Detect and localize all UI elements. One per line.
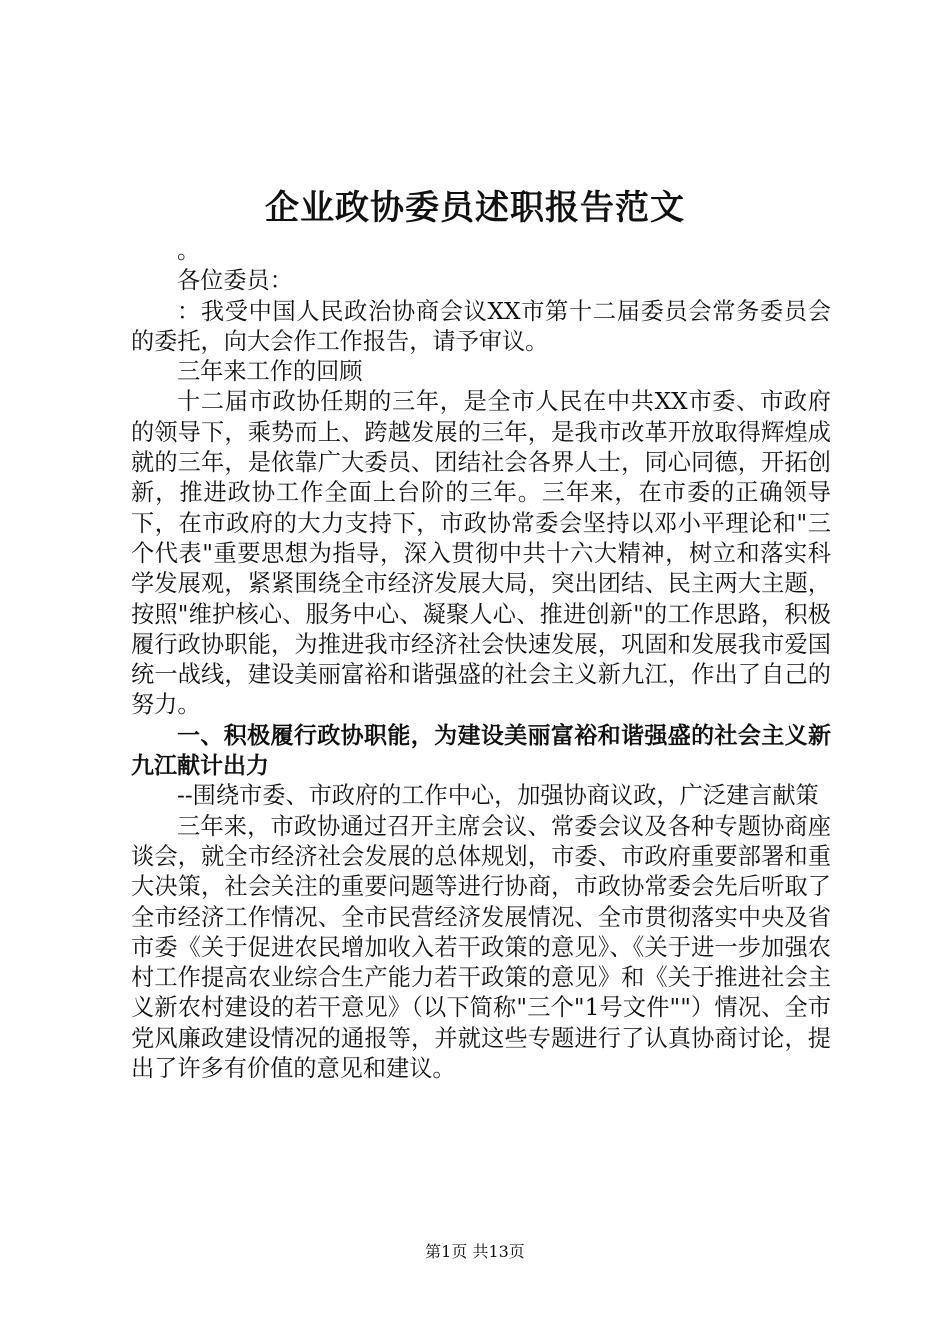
paragraph: 十二届市政协任期的三年，是全市人民在中共XX市委、市政府的领导下，乘势而上、跨越发展的三年，是我市改革开放取得辉煌成就的三年，是依靠广大委员、团结社会各界人士，同心同德，开拓创新，推进政协工作全面上台阶的三年。三年来，在市委的正确领导下，在市政府的大力支持下，市政协常委会坚持以邓小平理论和"三个代表"重要思想为指导，深入贯彻中共十六大精神，树立和落实科学发展观，紧紧围绕全市经济发展大局，突出团结、民主两大主题，按照"维护核心、服务中心、凝聚人心、推进创新"的工作思路，积极履行政协职能，为推进我市经济社会快速发展，巩固和发展我市爱国统一战线，建设美丽富裕和谐强盛的社会主义新九江，作出了自己的努力。 [131, 388, 831, 719]
document-title: 企业政协委员述职报告范文 [265, 188, 685, 228]
document-body [131, 236, 831, 1084]
section-heading: 一、积极履行政协职能，为建设美丽富裕和谐强盛的社会主义新九江献计出力 [131, 722, 831, 780]
paragraph: ：我受中国人民政治协商会议XX市第十二届委员会常务委员会的委托，向大会作工作报告，请予审议。 [131, 297, 831, 355]
salutation: 各位委员： [177, 267, 293, 295]
section-subtitle: 三年来工作的回顾 [177, 358, 363, 386]
paragraph: --围绕市委、市政府的工作中心，加强协商议政，广泛建言献策 [177, 782, 819, 810]
paragraph: 。 [177, 237, 201, 264]
paragraph: 三年来，市政协通过召开主席会议、常委会议及各种专题协商座谈会，就全市经济社会发展的总体规划，市委、市政府重要部署和重大决策，社会关注的重要问题等进行协商，市政协常委会先后听取了全市经济工作情况、全市民营经济发展情况、全市贯彻落实中央及省市委《关于促进农民增加收入若干政策的意见》、《关于进一步加强农村工作提高农业综合生产能力若干政策的意见》和《关于推进社会主义新农村建设的若干意见》（以下简称"三个"1号文件""）情况、全市党风廉政建设情况的通报等，并就这些专题进行了认真协商讨论，提出了许多有价值的意见和建议。 [131, 812, 831, 1083]
page-footer: 第1页 共13页 [425, 1242, 525, 1261]
